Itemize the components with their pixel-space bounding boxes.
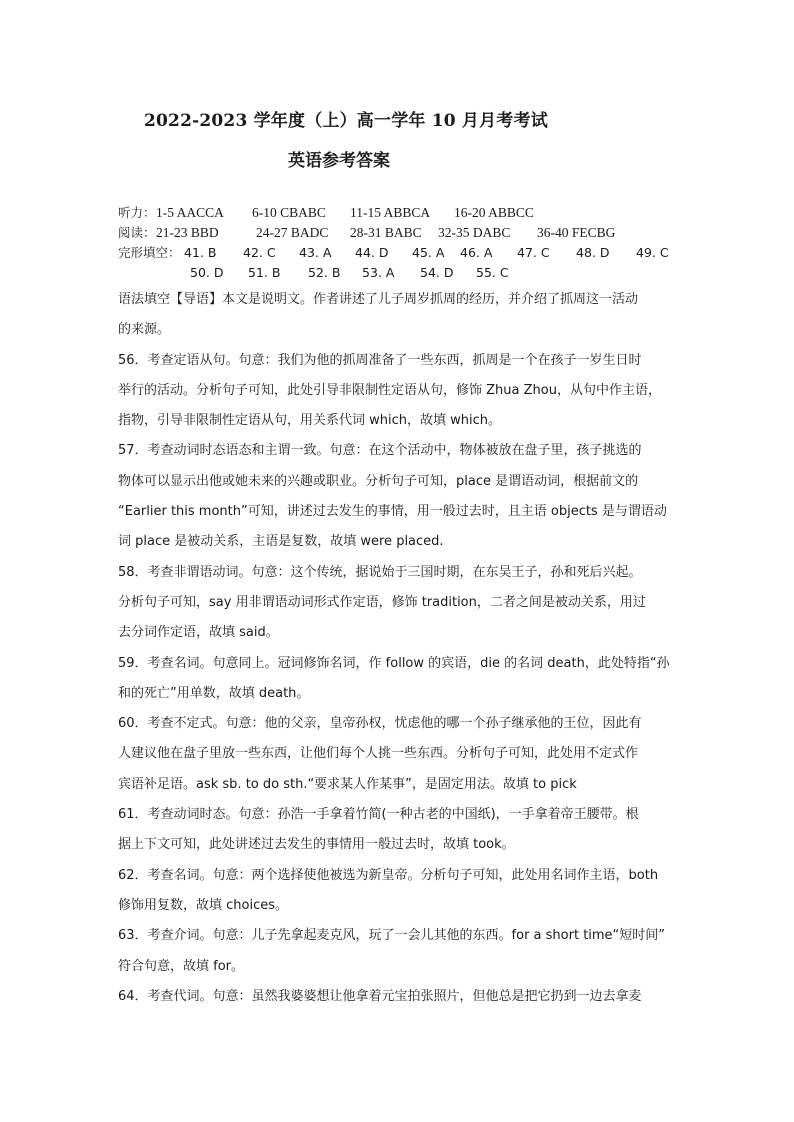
reading-group: 32-35 DABC xyxy=(438,225,511,240)
cloze-answer: 43. A xyxy=(299,245,332,260)
answer-61-line: 61．考查动词时态。句意：孙浩一手拿着竹简(一种古老的中国纸)，一手拿着帝王腰带。根 xyxy=(118,807,639,823)
answer-61-line: 据上下文可知，此处讲述过去发生的事情用一般过去时，故填 took。 xyxy=(118,837,515,853)
answer-57-line: 57．考查动词时态语态和主谓一致。句意：在这个活动中，物体被放在盘子里，孩子挑选的 xyxy=(118,443,642,459)
answer-56-line: 举行的活动。分析句子可知，此处引导非限制性定语从句，修饰 Zhua Zhou，从句中作主语， xyxy=(118,382,661,398)
answer-63-line: 63．考查介词。句意：儿子先拿起麦克风，玩了一会儿其他的东西。for a short time“短时间” xyxy=(118,928,666,944)
answer-57-line: “Earlier this month”可知，讲述过去发生的事情，用一般过去时，且主语 objects 是与谓语动 xyxy=(118,504,667,520)
answer-63-line: 符合句意，故填 for。 xyxy=(118,958,245,974)
answer-56-line: 指物，引导非限制性定语从句，用关系代词 which，故填 which。 xyxy=(118,413,502,429)
answer-62-line: 62．考查名词。句意：两个选择使他被选为新皇帝。分析句子可知，此处用名词作主语，both xyxy=(118,867,659,883)
cloze-answer: 50. D xyxy=(190,265,224,280)
grammar-explanations xyxy=(118,285,678,1012)
grammar-intro-line: 语法填空【导语】本文是说明文。作者讲述了儿子周岁抓周的经历，并介绍了抓周这一活动 xyxy=(118,292,639,307)
answer-64-line: 64．考查代词。句意：虽然我婆婆想让他拿着元宝拍张照片，但他总是把它扔到一边去拿麦 xyxy=(118,988,642,1004)
cloze-answer: 55. C xyxy=(476,265,509,280)
cloze-answer: 46. A xyxy=(460,245,493,260)
answer-59-line: 和的死亡”用单数，故填 death。 xyxy=(118,685,310,701)
page-subtitle: 英语参考答案 xyxy=(288,151,390,171)
listening-group: 11-15 ABBCA xyxy=(350,205,431,220)
answer-60-line: 宾语补足语。ask sb. to do sth.“要求某人作某事”，是固定用法。故填 to pick xyxy=(118,776,577,792)
answer-58-line: 去分词作定语，故填 said。 xyxy=(118,625,279,641)
cloze-answer: 47. C xyxy=(517,245,550,260)
cloze-answer: 48. D xyxy=(576,245,610,260)
answer-56-line: 56．考查定语从句。句意：我们为他的抓周准备了一些东西，抓周是一个在孩子一岁生日时 xyxy=(118,352,642,368)
cloze-answer: 42. C xyxy=(243,245,276,260)
answer-57-line: 词 place 是被动关系，主语是复数，故填 were placed. xyxy=(118,534,444,550)
listening-group: 1-5 AACCA xyxy=(156,205,224,220)
reading-label: 阅读： xyxy=(118,225,156,240)
answer-57-line: 物体可以显示出他或她未来的兴趣或职业。分析句子可知，place 是谓语动词，根据前文的 xyxy=(118,473,639,489)
cloze-answer: 52. B xyxy=(308,265,341,280)
grammar-intro-line: 的来源。 xyxy=(118,322,171,338)
answer-58-line: 分析句子可知，say 用非谓语动词形式作定语，修饰 tradition，二者之间是被动关系，用过 xyxy=(118,594,646,610)
cloze-answer: 51. B xyxy=(248,265,281,280)
page-title: 2022-2023 学年度（上）高一学年 10 月月考考试 xyxy=(144,111,548,131)
answer-62-line: 修饰用复数，故填 choices。 xyxy=(118,897,289,913)
cloze-answer: 54. D xyxy=(420,265,454,280)
answer-60-line: 人建议他在盘子里放一些东西，让他们每个人挑一些东西。分析句子可知，此处用不定式作 xyxy=(118,746,639,762)
answer-60-line: 60．考查不定式。句意：他的父亲，皇帝孙权，忧虑他的哪一个孙子继承他的王位，因此有 xyxy=(118,716,642,732)
reading-group: 28-31 BABC xyxy=(350,225,422,240)
answer-59-line: 59．考查名词。句意同上。冠词修饰名词，作 follow 的宾语，die 的名词 death，此处特指“孙 xyxy=(118,655,670,671)
listening-label: 听力： xyxy=(118,205,156,220)
cloze-answer: 49. C xyxy=(636,245,669,260)
listening-group: 16-20 ABBCC xyxy=(454,205,534,220)
cloze-answer: 44. D xyxy=(355,245,389,260)
cloze-answer: 53. A xyxy=(362,265,395,280)
reading-group: 24-27 BADC xyxy=(256,225,329,240)
reading-group: 21-23 BBD xyxy=(156,225,219,240)
cloze-label: 完形填空： xyxy=(118,245,181,260)
answer-58-line: 58．考查非谓语动词。句意：这个传统，据说始于三国时期，在东吴王子，孙和死后兴起。 xyxy=(118,564,642,580)
reading-group: 36-40 FECBG xyxy=(537,225,616,240)
cloze-answer: 45. A xyxy=(412,245,445,260)
listening-group: 6-10 CBABC xyxy=(252,205,326,220)
cloze-answer: 41. B xyxy=(184,245,217,260)
